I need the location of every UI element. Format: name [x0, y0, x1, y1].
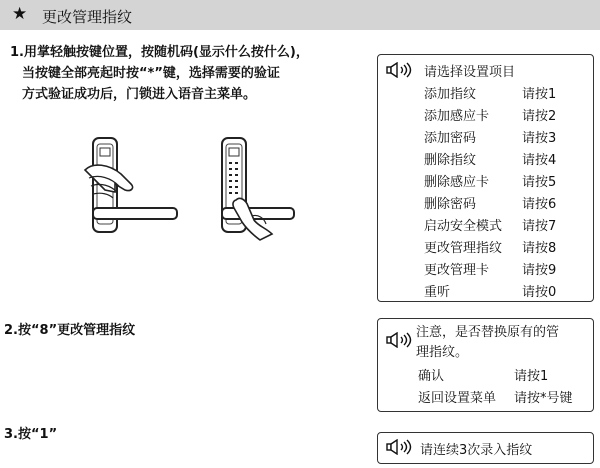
star-icon: ★: [12, 4, 28, 24]
lock-touch-illustration: [65, 130, 180, 242]
menu-item: [424, 237, 589, 259]
menu-item-key: 请按9: [522, 263, 557, 278]
menu-item: [424, 149, 589, 171]
menu-item-key: 请按4: [522, 153, 557, 168]
menu-item: [424, 281, 589, 303]
menu-item-label: 删除密码: [424, 197, 477, 212]
step-1-line-3: 方式验证成功后，门锁进入语音主菜单。: [22, 87, 257, 102]
settings-menu-list: [424, 83, 589, 303]
confirm-option-key: 请按1: [514, 369, 549, 384]
step-1-line-2: 当按键全部亮起时按“*”键，选择需要的验证: [22, 66, 280, 81]
speaker-icon: [386, 62, 416, 78]
menu-item-label: 删除感应卡: [424, 175, 490, 190]
menu-item-label: 添加指纹: [424, 87, 477, 102]
menu-item-key: 请按3: [522, 131, 557, 146]
step-1-instructions: [10, 42, 365, 105]
menu-item: [424, 83, 589, 105]
menu-item-key: 请按0: [522, 285, 557, 300]
menu-item-label: 添加密码: [424, 131, 477, 146]
notice-line-2: 理指纹。: [416, 345, 469, 360]
menu-item-key: 请按7: [522, 219, 557, 234]
menu-item-key: 请按6: [522, 197, 557, 212]
menu-item-key: 请按1: [522, 87, 557, 102]
back-option-label: 返回设置菜单: [418, 391, 497, 406]
menu-item-label: 添加感应卡: [424, 109, 490, 124]
enroll-message: 请连续3次录入指纹: [420, 443, 533, 458]
speaker-icon: [386, 439, 416, 455]
enroll-prompt-box: [377, 432, 594, 464]
replace-notice-box: [377, 318, 594, 412]
step-2-instruction: 2.按“8”更改管理指纹: [4, 323, 136, 338]
menu-item-label: 更改管理指纹: [424, 241, 503, 256]
lock-keypad-illustration: [200, 130, 300, 242]
step-3-instruction: 3.按“1”: [4, 427, 58, 442]
replace-notice-text: [416, 323, 588, 363]
menu-item: [424, 215, 589, 237]
section-header: [0, 0, 600, 30]
speaker-icon: [386, 332, 416, 348]
menu-item-key: 请按8: [522, 241, 557, 256]
confirm-option-label: 确认: [418, 369, 445, 384]
section-title: 更改管理指纹: [42, 8, 133, 26]
step-1-line-1: 1.用掌轻触按键位置，按随机码(显示什么按什么)，: [10, 45, 309, 60]
menu-item: [424, 127, 589, 149]
menu-item: [424, 171, 589, 193]
menu-item-key: 请按5: [522, 175, 557, 190]
settings-menu-box: [377, 54, 594, 302]
notice-line-1: 注意，是否替换原有的管: [416, 325, 560, 340]
menu-prompt: 请选择设置项目: [424, 65, 516, 80]
menu-item: [424, 259, 589, 281]
menu-item-label: 删除指纹: [424, 153, 477, 168]
menu-item-label: 重听: [424, 285, 451, 300]
back-option-key: 请按*号键: [514, 391, 573, 406]
menu-item-key: 请按2: [522, 109, 557, 124]
menu-item-label: 更改管理卡: [424, 263, 490, 278]
menu-item: [424, 105, 589, 127]
menu-item-label: 启动安全模式: [424, 219, 503, 234]
menu-item: [424, 193, 589, 215]
